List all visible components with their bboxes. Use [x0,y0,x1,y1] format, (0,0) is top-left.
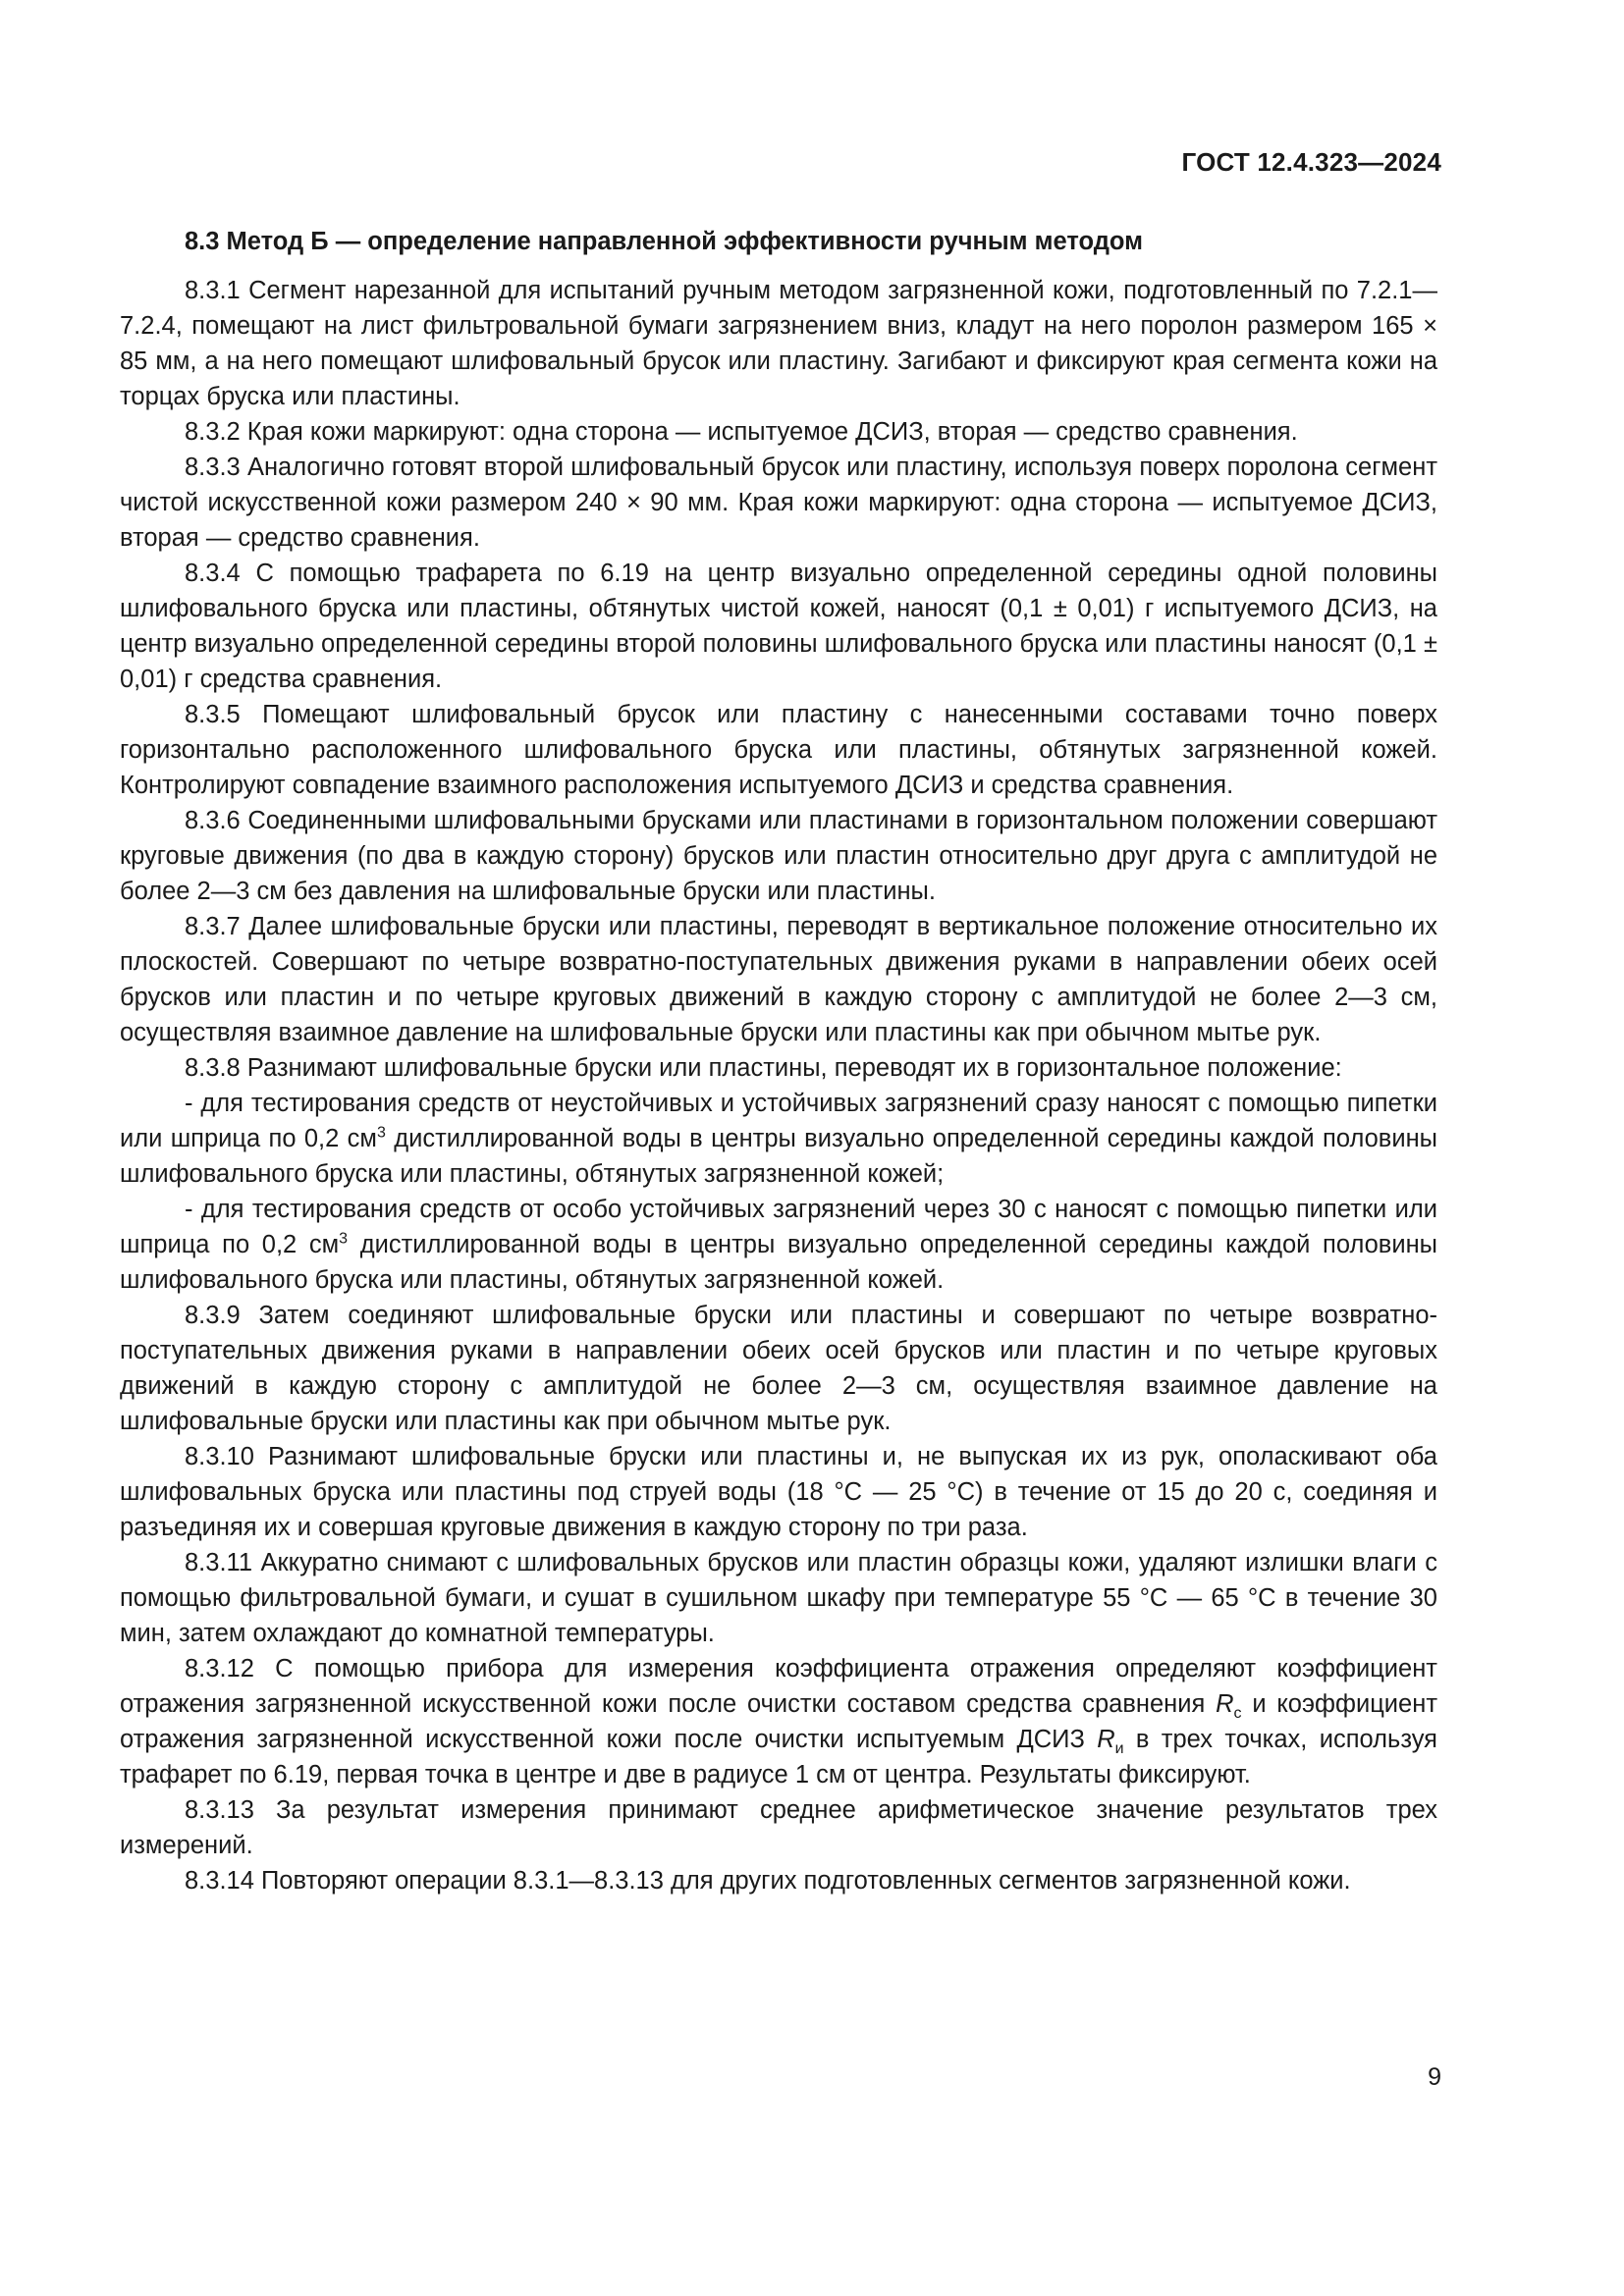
paragraph-8-3-6: 8.3.6 Соединенными шлифовальными брусками или пластинами в горизонтальном положении совершают круговые движения (по два в каждую сторону) брусков или пластин относительно друг друга с амплитудой не более 2—3 см без давления на шлифовальные бруски или пластины. [120,807,1437,905]
document-header: ГОСТ 12.4.323—2024 [1181,147,1441,177]
symbol-r: R [1097,1726,1115,1753]
list-item-text: - для тестирования средств от особо устойчивых загрязнений через 30 с наносят с помощью пипетки или шприца по 0,2 см [120,1196,1437,1258]
list-item [120,1192,1437,1298]
paragraph-text: 8.3.12 С помощью прибора для измерения коэффициента отражения определяют коэффициент отражения загрязненной искусственной кожи после очистки составом средства сравнения [120,1655,1437,1718]
paragraph-text: и коэффициент отражения загрязненной искусственной кожи после очистки испытуемым ДСИЗ [120,1690,1437,1753]
list-item-text: - для тестирования средств от неустойчивых и устойчивых загрязнений сразу наносят с помощью пипетки или шприца по 0,2 см [120,1090,1437,1152]
paragraph-8-3-11: 8.3.11 Аккуратно снимают с шлифовальных брусков или пластин образцы кожи, удаляют излишки влаги с помощью фильтровальной бумаги, и сушат в сушильном шкафу при температуре 55 °С — 65 °С в течение 30 мин, затем охлаждают до комнатной температуры. [120,1549,1437,1647]
paragraph-8-3-14: 8.3.14 Повторяют операции 8.3.1—8.3.13 для других подготовленных сегментов загрязненной кожи. [185,1867,1351,1895]
paragraph-text: в трех точках, используя трафарет по 6.19, первая точка в центре и две в радиусе 1 см от центра. Результаты фиксируют. [120,1726,1437,1789]
paragraph-8-3-5: 8.3.5 Помещают шлифовальный брусок или пластину с нанесенными составами точно поверх горизонтально расположенного шлифовального бруска или пластины, обтянутых загрязненной кожей. Контролируют совпадение взаимного расположения испытуемого ДСИЗ и средства сравнения. [120,701,1437,799]
paragraph-8-3-10: 8.3.10 Разнимают шлифовальные бруски или пластины и, не выпуская их из рук, ополаскивают оба шлифовальных бруска или пластины под струей воды (18 °С — 25 °С) в течение от 15 до 20 с, соединяя и разъединяя их и совершая круговые движения в каждую сторону по три раза. [120,1443,1437,1541]
paragraph-8-3-7: 8.3.7 Далее шлифовальные бруски или пластины, переводят в вертикальное положение относительно их плоскостей. Совершают по четыре возвратно-поступательных движения руками в направлении обеих осей брусков или пластин и по четыре круговых движений в каждую сторону с амплитудой не более 2—3 см, осуществляя взаимное давление на шлифовальные бруски или пластины как при обычном мытье рук. [120,913,1437,1046]
superscript: 3 [376,1124,386,1142]
paragraph-8-3-9: 8.3.9 Затем соединяют шлифовальные бруски или пластины и совершают по четыре возвратно-поступательных движения руками в направлении обеих осей брусков или пластин и по четыре круговых движений в каждую сторону с амплитудой не более 2—3 см, осуществляя взаимное давление на шлифовальные бруски или пластины как при обычном мытье рук. [120,1302,1437,1435]
paragraph-8-3-1: 8.3.1 Сегмент нарезанной для испытаний ручным методом загрязненной кожи, подготовленный по 7.2.1—7.2.4, помещают на лист фильтровальной бумаги загрязнением вниз, кладут на него поролон размером 165 × 85 мм, а на него помещают шлифовальный брусок или пластину. Загибают и фиксируют края сегмента кожи на торцах бруска или пластины. [120,277,1437,410]
list-item-text: дистиллированной воды в центры визуально определенной середины каждой половины шлифовального бруска или пластины, обтянутых загрязненной кожей; [120,1125,1438,1188]
section-title: 8.3 Метод Б — определение направленной эффективности ручным методом [185,228,1144,255]
document-body [120,224,1437,1898]
symbol-r: R [1216,1690,1234,1718]
paragraph-8-3-13: 8.3.13 За результат измерения принимают среднее арифметическое значение результатов трех измерений. [120,1796,1437,1859]
paragraph-8-3-4: 8.3.4 С помощью трафарета по 6.19 на центр визуально определенной середины одной половины шлифовального бруска или пластины, обтянутых чистой кожей, наносят (0,1 ± 0,01) г испытуемого ДСИЗ, на центр визуально определенной середины второй половины шлифовального бруска или пластины наносят (0,1 ± 0,01) г средства сравнения. [120,560,1437,693]
paragraph-8-3-12 [120,1651,1437,1792]
paragraph-8-3-2: 8.3.2 Края кожи маркируют: одна сторона — испытуемое ДСИЗ, вторая — средство сравнения. [185,418,1298,446]
paragraph-8-3-8: 8.3.8 Разнимают шлифовальные бруски или пластины, переводят их в горизонтальное положение: [185,1054,1342,1082]
subscript: с [1233,1705,1242,1723]
superscript: 3 [339,1230,349,1248]
subscript: и [1114,1740,1124,1758]
list-item [120,1086,1437,1192]
page-number: 9 [1428,2063,1441,2091]
paragraph-8-3-3: 8.3.3 Аналогично готовят второй шлифовальный брусок или пластину, используя поверх поролона сегмент чистой искусственной кожи размером 240 × 90 мм. Края кожи маркируют: одна сторона — испытуемое ДСИЗ, вторая — средство сравнения. [120,454,1437,552]
list-item-text: дистиллированной воды в центры визуально определенной середины каждой половины шлифовального бруска или пластины, обтянутых загрязненной кожей. [120,1231,1438,1294]
